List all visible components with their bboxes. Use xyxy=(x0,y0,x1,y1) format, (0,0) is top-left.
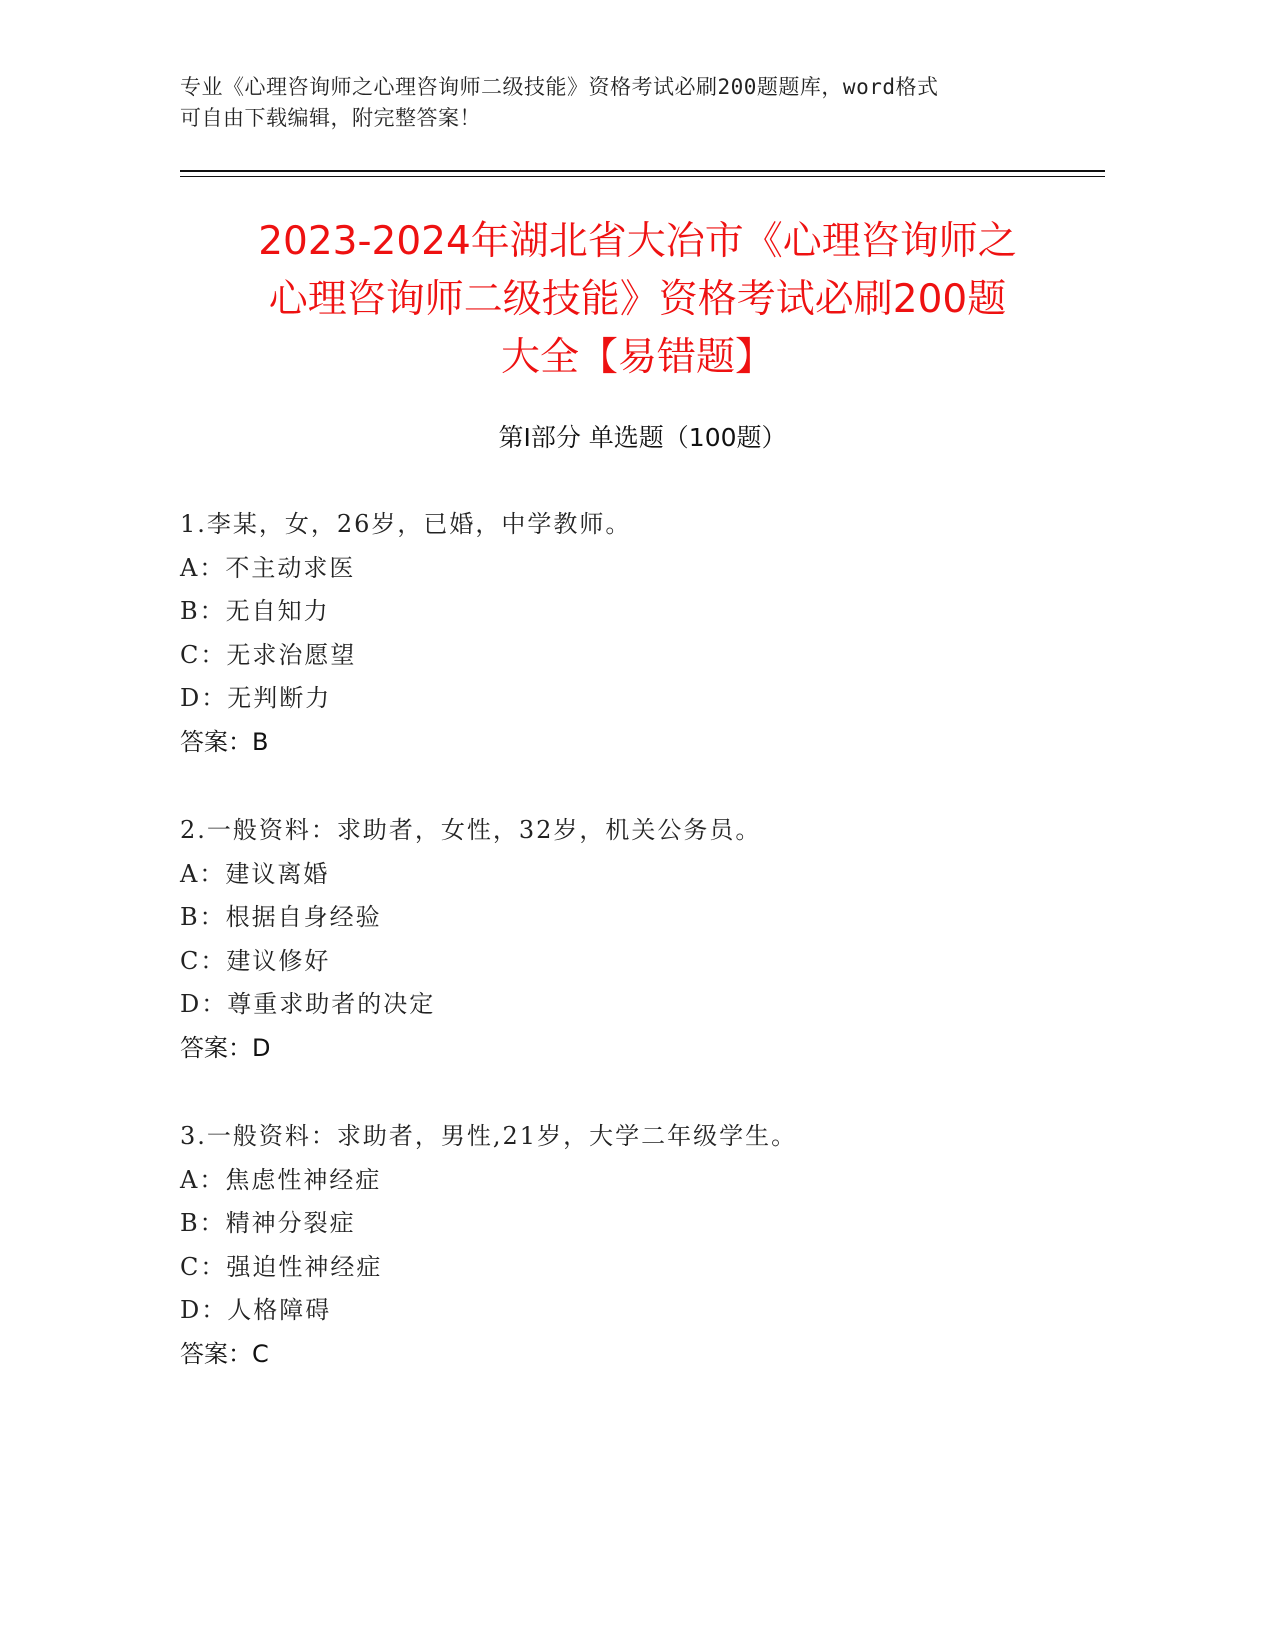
section-heading: 第Ⅰ部分 单选题（100题） xyxy=(498,423,787,452)
option-c: C：无求治愿望 xyxy=(180,640,357,669)
page-title-line-3: 大全【易错题】 xyxy=(500,335,774,380)
answer-text: 答案：C xyxy=(180,1339,269,1368)
page-title-line-1: 2023-2024年湖北省大冶市《心理咨询师之 xyxy=(258,219,1017,264)
page-title xyxy=(150,213,1125,387)
option-d: D：尊重求助者的决定 xyxy=(180,990,436,1018)
option-b: B：根据自身经验 xyxy=(180,903,382,931)
answer-text: 答案：B xyxy=(180,727,269,756)
header-divider-thin xyxy=(180,176,1105,177)
option-a: A：建议离婚 xyxy=(180,859,330,888)
option-a: A：焦虑性神经症 xyxy=(180,1165,382,1194)
option-c: C：建议修好 xyxy=(180,946,331,975)
option-b: B：无自知力 xyxy=(180,597,330,625)
header-divider-thick xyxy=(180,170,1105,172)
question-stem: 2.一般资料：求助者，女性，32岁，机关公务员。 xyxy=(180,816,762,844)
question-stem: 1.李某，女，26岁，已婚，中学教师。 xyxy=(180,510,632,538)
answer-text: 答案：D xyxy=(180,1033,271,1062)
header-note-line-2: 可自由下载编辑，附完整答案！ xyxy=(180,106,481,130)
question-item xyxy=(180,503,1105,764)
question-item xyxy=(180,1115,1105,1376)
option-d: D：无判断力 xyxy=(180,684,332,712)
option-d: D：人格障碍 xyxy=(180,1296,332,1324)
question-stem: 3.一般资料：求助者，男性,21岁，大学二年级学生。 xyxy=(180,1122,798,1150)
header-note xyxy=(180,72,1040,134)
question-item xyxy=(180,809,1105,1070)
header-note-line-1: 专业《心理咨询师之心理咨询师二级技能》资格考试必刷200题题库，word格式 xyxy=(180,75,939,99)
option-b: B：精神分裂症 xyxy=(180,1209,356,1237)
page-title-line-2: 心理咨询师二级技能》资格考试必刷200题 xyxy=(268,277,1007,322)
option-c: C：强迫性神经症 xyxy=(180,1252,383,1281)
question-list xyxy=(180,503,1105,1421)
option-a: A：不主动求医 xyxy=(180,553,356,582)
